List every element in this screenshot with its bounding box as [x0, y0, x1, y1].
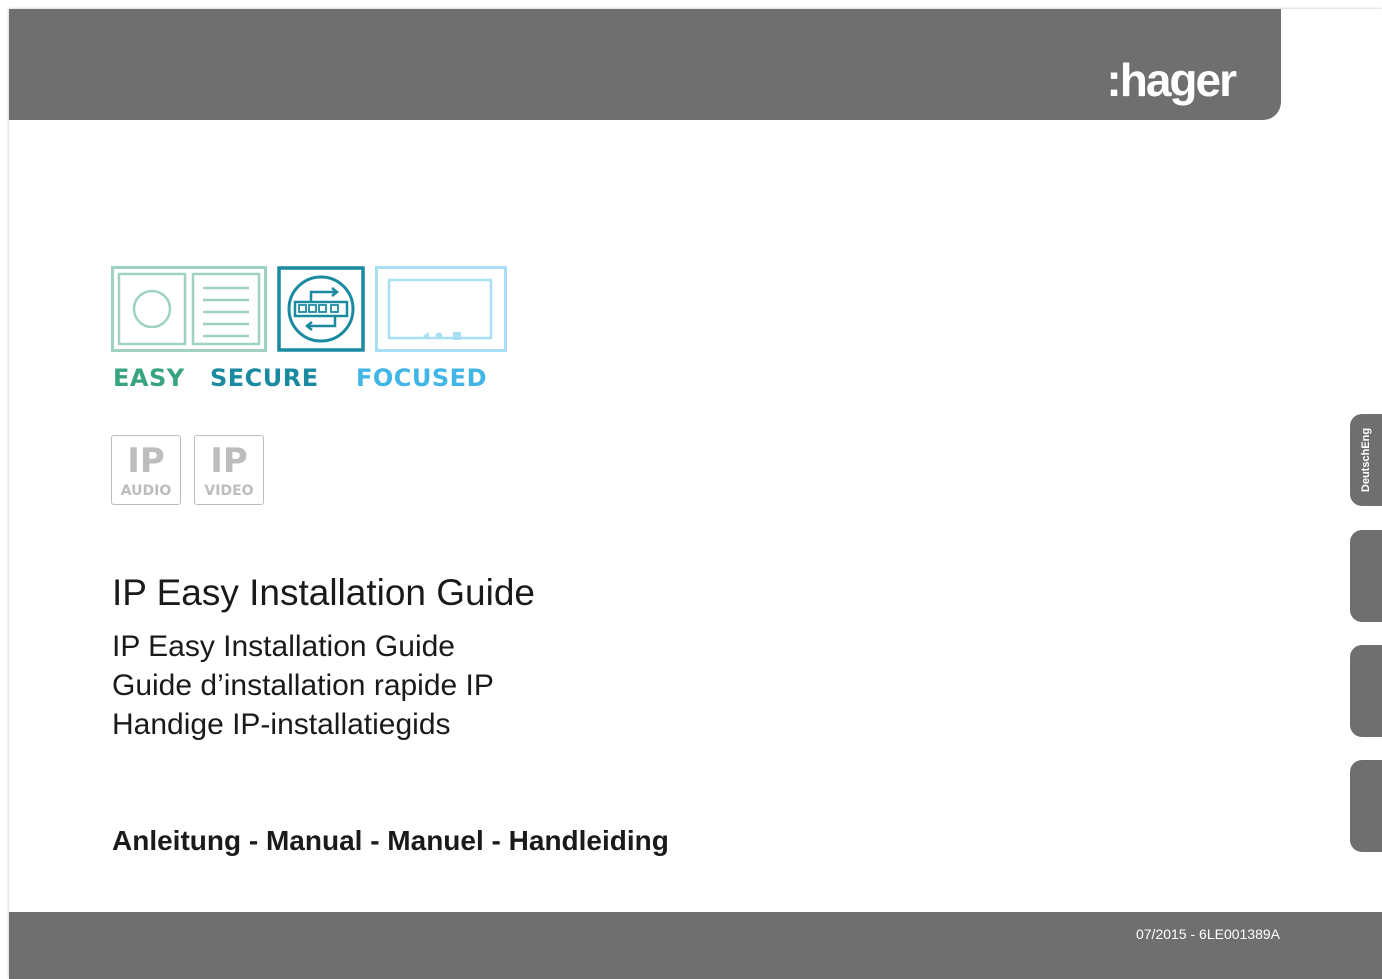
manual-languages-line: Anleitung - Manual - Manuel - Handleiding [112, 825, 669, 856]
side-tab-3[interactable] [1350, 645, 1382, 737]
pillar-label-focused: FOCUSED [356, 364, 487, 392]
hager-logo: :hager [1106, 54, 1235, 106]
ip-video-big: IP [210, 441, 248, 481]
subtitle-dutch: Handige IP-installatiegids [112, 708, 451, 741]
footer-band [9, 912, 1382, 979]
ip-video-small: VIDEO [204, 483, 254, 499]
document-title: IP Easy Installation Guide [112, 572, 536, 613]
focused-screen-icon [375, 266, 507, 352]
side-tab-2[interactable] [1350, 530, 1382, 622]
side-tab-label: DeutschEng [1360, 427, 1372, 493]
header-band [9, 9, 1281, 120]
ip-video-badge [194, 435, 264, 505]
pillar-label-secure: SECURE [210, 364, 319, 392]
ip-audio-big: IP [127, 441, 165, 481]
pillar-label-easy: EASY [113, 364, 185, 392]
subtitle-english: IP Easy Installation Guide [112, 630, 455, 663]
ip-audio-small: AUDIO [120, 483, 172, 499]
side-tab-4[interactable] [1350, 760, 1382, 852]
ip-audio-badge [111, 435, 181, 505]
document-reference: 07/2015 - 6LE001389A [1135, 926, 1280, 942]
easy-icon [111, 266, 267, 352]
subtitle-french: Guide d’installation rapide IP [112, 669, 494, 702]
secure-network-icon [277, 266, 365, 352]
